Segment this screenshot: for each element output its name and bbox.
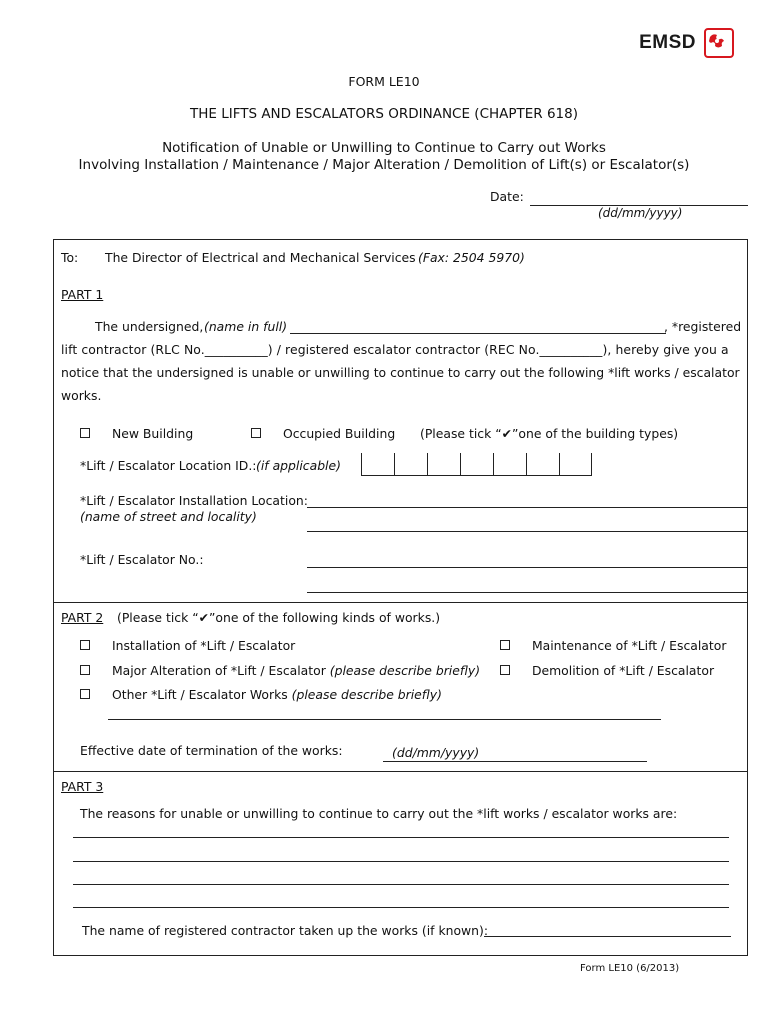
- installation-checkbox[interactable]: [80, 640, 90, 650]
- date-label: Date:: [490, 189, 524, 204]
- location-id-cell[interactable]: [460, 453, 493, 475]
- maintenance-checkbox[interactable]: [500, 640, 510, 650]
- part2-divider: [53, 771, 748, 772]
- install-location-label: *Lift / Escalator Installation Location:: [80, 493, 308, 508]
- major-alteration-hint: (please describe briefly): [329, 663, 481, 678]
- form-number: FORM LE10: [348, 74, 420, 89]
- effective-date-field[interactable]: [383, 761, 647, 762]
- contractor-name-field[interactable]: [484, 936, 731, 937]
- reasons-field-2[interactable]: [73, 861, 729, 862]
- date-format-hint: (dd/mm/yyyy): [598, 206, 683, 220]
- notice-line: notice that the undersigned is unable or unwilling to continue to carry out the following *lift works / escalator: [61, 365, 740, 380]
- effective-date-hint: (dd/mm/yyyy): [392, 745, 480, 760]
- option-other[interactable]: [80, 687, 442, 702]
- location-id-cell[interactable]: [427, 453, 460, 475]
- option-maintenance[interactable]: [500, 638, 726, 653]
- location-id-hint: (if applicable): [256, 458, 341, 473]
- name-field[interactable]: [290, 333, 666, 334]
- effective-date-label: Effective date of termination of the works:: [80, 743, 343, 758]
- registered-label: , *registered: [664, 319, 742, 334]
- form-title-line2: Involving Installation / Maintenance / Major Alteration / Demolition of Lift(s) or Escalator(s): [78, 157, 690, 173]
- other-checkbox[interactable]: [80, 689, 90, 699]
- location-id-boxes[interactable]: [361, 453, 592, 476]
- reasons-field-4[interactable]: [73, 907, 729, 908]
- major-alteration-checkbox[interactable]: [80, 665, 90, 675]
- new-building-label: New Building: [111, 426, 194, 441]
- undersigned-label: The undersigned,: [95, 319, 204, 334]
- new-building-checkbox[interactable]: [80, 428, 90, 438]
- occupied-building-label: Occupied Building: [282, 426, 396, 441]
- form-reference: Form LE10 (6/2013): [580, 963, 680, 974]
- install-location-hint: (name of street and locality): [80, 509, 257, 524]
- emsd-logo-icon: [704, 28, 734, 58]
- emsd-logo: [639, 28, 734, 58]
- part2-heading: PART 2: [61, 610, 104, 625]
- contractor-name-label: The name of registered contractor taken up the works (if known):: [82, 923, 489, 938]
- demolition-checkbox[interactable]: [500, 665, 510, 675]
- to-label: To:: [61, 250, 79, 265]
- maintenance-label: Maintenance of *Lift / Escalator: [531, 638, 727, 653]
- option-installation[interactable]: [80, 638, 295, 653]
- part1-heading: PART 1: [61, 287, 104, 302]
- fax-number: (Fax: 2504 5970): [418, 250, 525, 265]
- ordinance-title: THE LIFTS AND ESCALATORS ORDINANCE (CHAPTER 618): [189, 106, 579, 122]
- part2-note: (Please tick “✔”one of the following kinds of works.): [117, 610, 441, 625]
- lift-no-field-1[interactable]: [307, 567, 747, 568]
- major-alteration-label: Major Alteration of *Lift / Escalator: [111, 663, 326, 678]
- location-id-cell[interactable]: [526, 453, 559, 475]
- part3-heading: PART 3: [61, 779, 104, 794]
- lift-no-label: *Lift / Escalator No.:: [80, 552, 204, 567]
- install-location-field-1[interactable]: [307, 507, 747, 508]
- contractor-numbers-line: lift contractor (RLC No.__________) / registered escalator contractor (REC No.__________), hereby give you a: [61, 342, 729, 357]
- works-line: works.: [61, 388, 102, 403]
- occupied-building-option[interactable]: [251, 426, 395, 441]
- installation-label: Installation of *Lift / Escalator: [111, 638, 296, 653]
- reasons-field-3[interactable]: [73, 884, 729, 885]
- logo-text: EMSD: [639, 32, 696, 53]
- location-id-cell[interactable]: [361, 453, 394, 475]
- part1-divider: [53, 602, 748, 603]
- building-type-note: (Please tick “✔”one of the building types): [420, 426, 679, 441]
- location-id-label: *Lift / Escalator Location ID.:: [80, 458, 257, 473]
- form-title-line1: Notification of Unable or Unwilling to Continue to Carry out Works: [162, 140, 606, 156]
- occupied-building-checkbox[interactable]: [251, 428, 261, 438]
- location-id-cell[interactable]: [559, 453, 592, 475]
- reasons-label: The reasons for unable or unwilling to continue to carry out the *lift works / escalator works are:: [80, 806, 678, 821]
- reasons-field-1[interactable]: [73, 837, 729, 838]
- name-hint: (name in full): [204, 319, 288, 334]
- demolition-label: Demolition of *Lift / Escalator: [531, 663, 715, 678]
- other-label: Other *Lift / Escalator Works: [111, 687, 288, 702]
- other-hint: (please describe briefly): [291, 687, 442, 702]
- option-demolition[interactable]: [500, 663, 714, 678]
- new-building-option[interactable]: [80, 426, 193, 441]
- install-location-field-2[interactable]: [307, 531, 747, 532]
- recipient: The Director of Electrical and Mechanical Services: [105, 250, 416, 265]
- location-id-cell[interactable]: [394, 453, 427, 475]
- other-description-field[interactable]: [108, 719, 661, 720]
- location-id-cell[interactable]: [493, 453, 526, 475]
- option-major-alteration[interactable]: [80, 663, 480, 678]
- lift-no-field-2[interactable]: [307, 592, 747, 593]
